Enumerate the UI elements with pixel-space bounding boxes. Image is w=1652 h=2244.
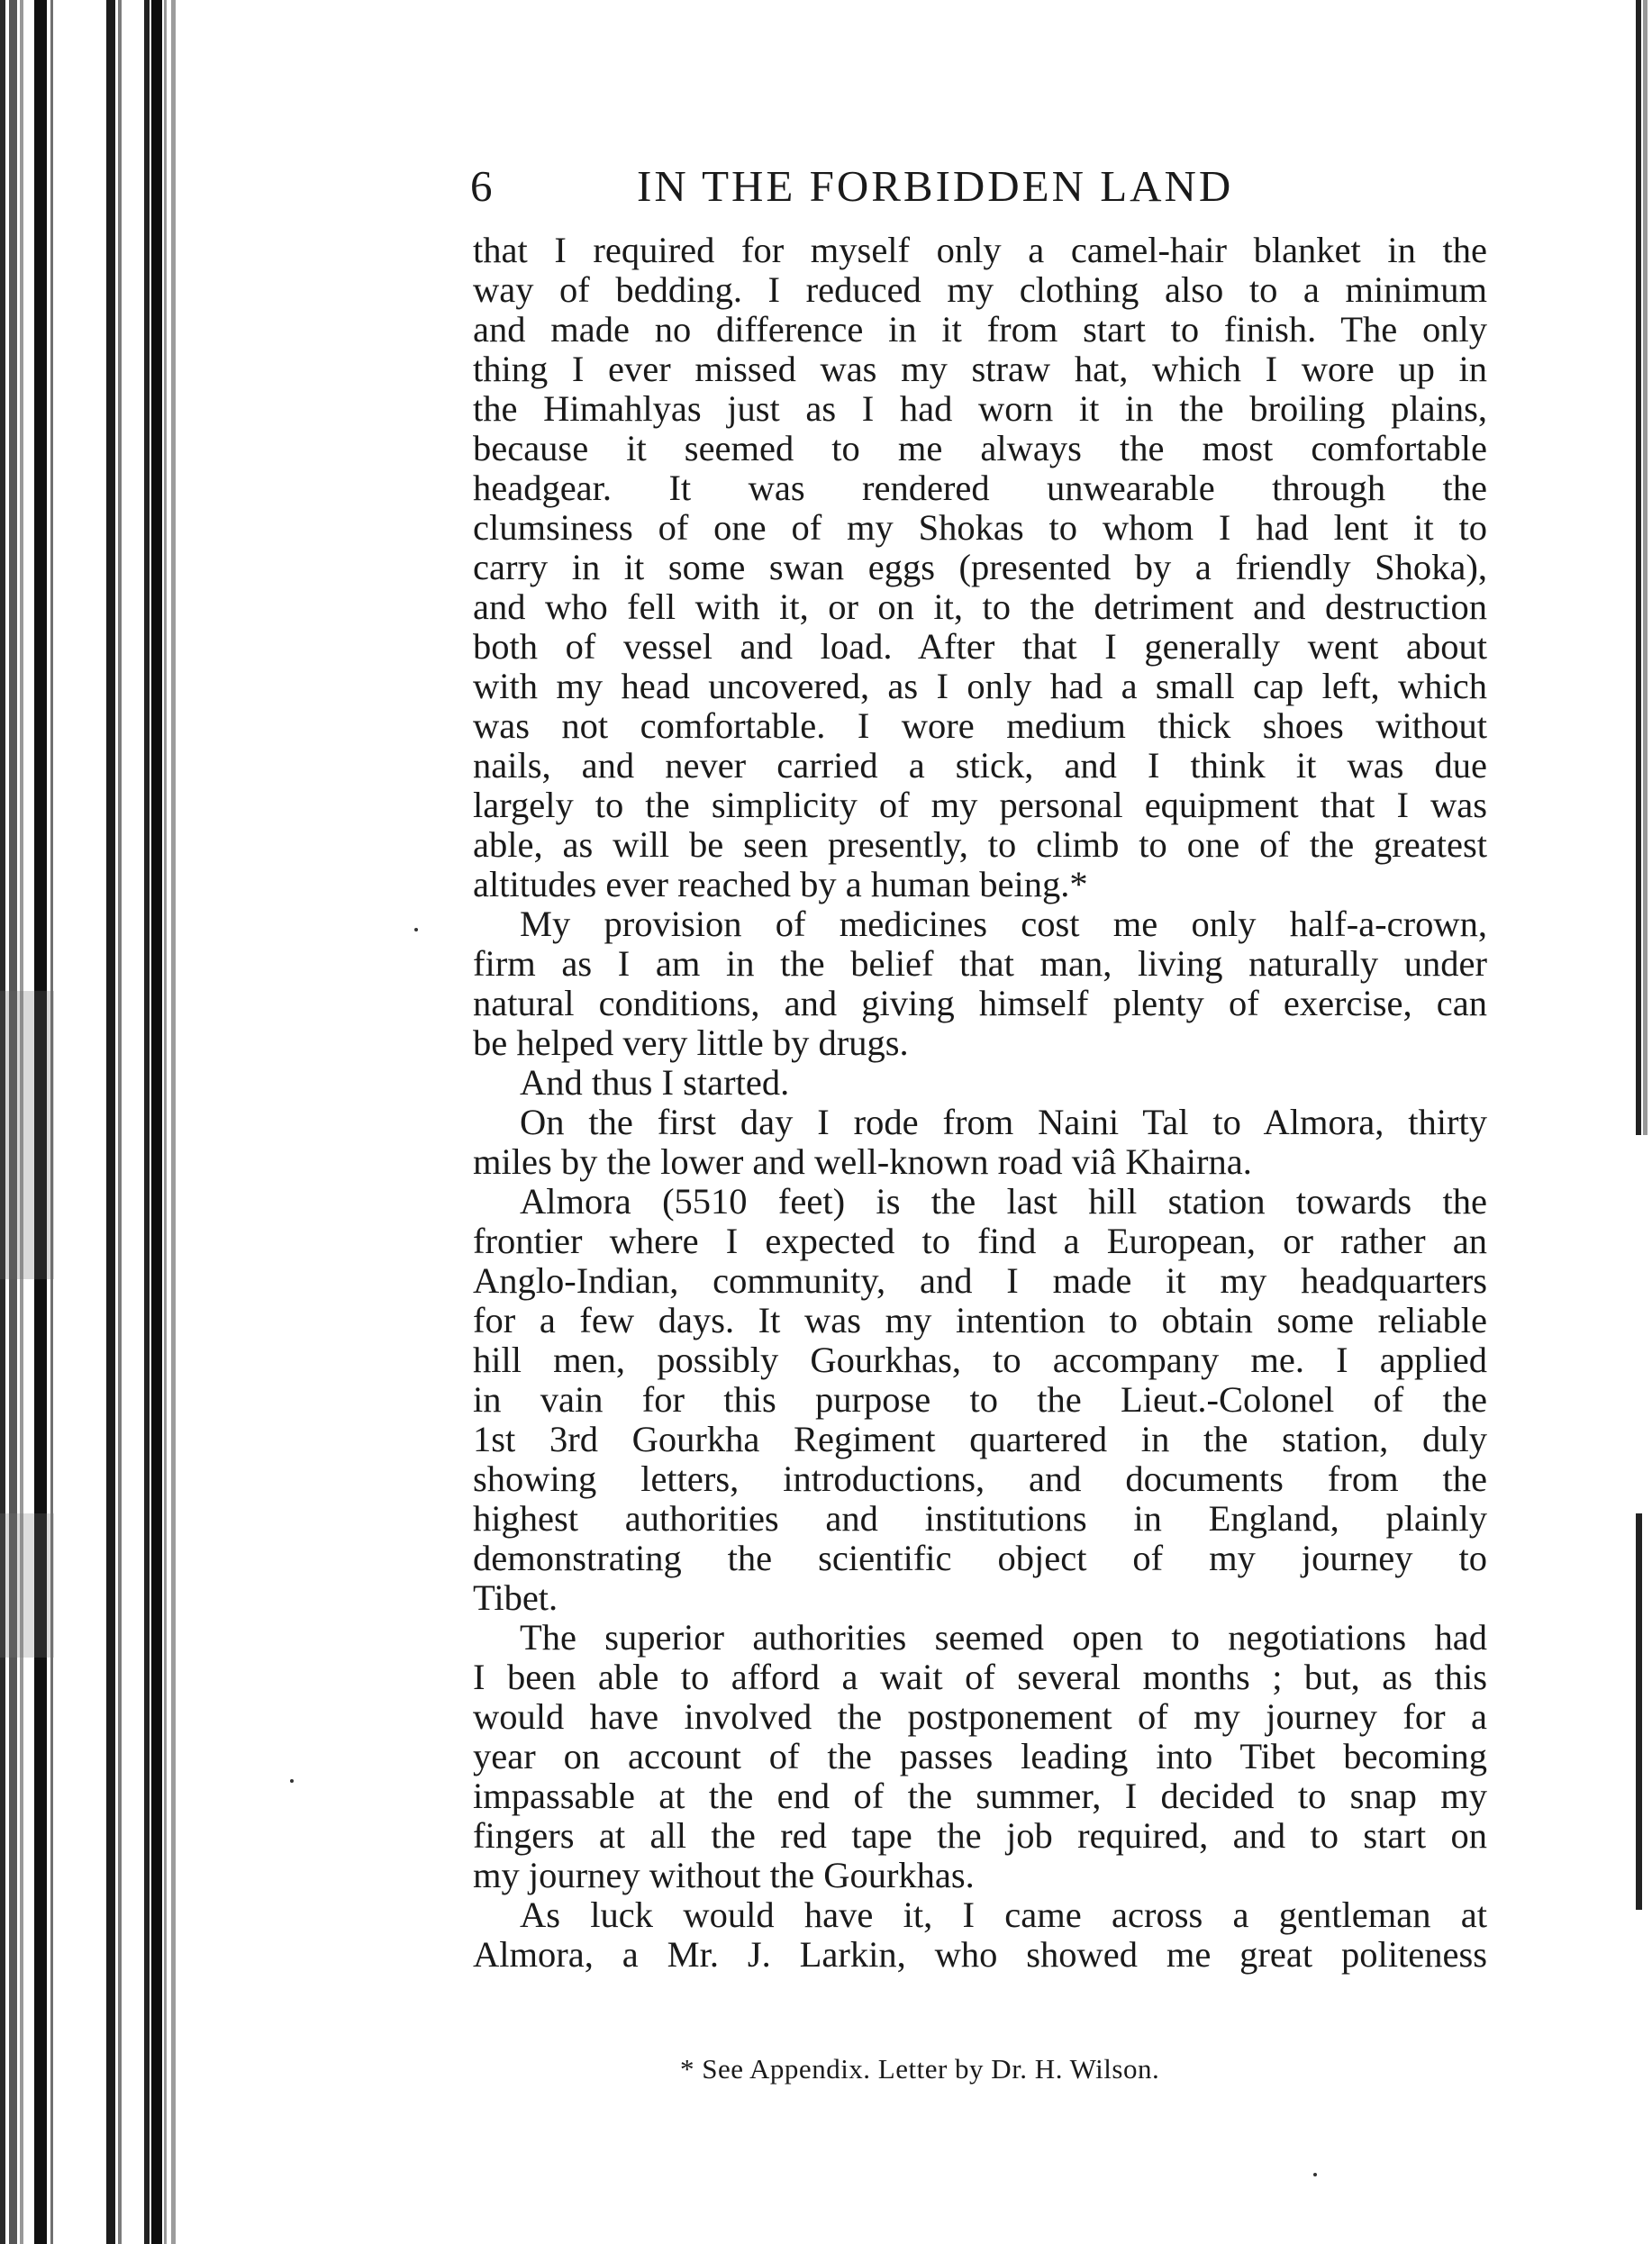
page-header [470,160,1371,223]
text-line: thing I ever missed was my straw hat, which I wore up in [473,349,1487,389]
paragraph-first-line: As luck would have it, I came across a gentleman at [520,1894,1487,1935]
text-line: largely to the simplicity of my personal equipment that I was [473,785,1487,825]
footnote: * See Appendix. Letter by Dr. H. Wilson. [680,2053,1160,2085]
text-line: demonstrating the scientific object of my journey to [473,1538,1487,1578]
text-line: Anglo-Indian, community, and I made it my headquarters [473,1260,1487,1301]
text-line: for a few days. It was my intention to obtain some reliable [473,1300,1487,1340]
text-line: carry in it some swan eggs (presented by a friendly Shoka), [473,547,1487,587]
text-line: able, as will be seen presently, to climb to one of the greatest [473,824,1487,865]
paragraph-first-line: My provision of medicines cost me only half-a-crown, [520,904,1487,944]
paragraph-first-line: On the first day I rode from Naini Tal to Almora, thirty [520,1102,1487,1142]
text-line: headgear. It was rendered unwearable through the [473,468,1487,508]
text-line: firm as I am in the belief that man, living naturally under [473,943,1487,984]
text-line: because it seemed to me always the most comfortable [473,428,1487,468]
text-line: highest authorities and institutions in England, plainly [473,1498,1487,1539]
text-line: fingers at all the red tape the job required, and to start on [473,1815,1487,1856]
paragraph-first-line: And thus I started. [520,1062,790,1103]
text-line: in vain for this purpose to the Lieut.-Colonel of the [473,1379,1487,1420]
body-text [473,231,1487,1975]
text-line: that I required for myself only a camel-hair blanket in the [473,230,1487,270]
running-title: IN THE FORBIDDEN LAND [637,161,1234,211]
text-line: I been able to afford a wait of several months ; but, as this [473,1657,1487,1697]
text-line: nails, and never carried a stick, and I think it was due [473,745,1487,786]
text-line: impassable at the end of the summer, I decided to snap my [473,1776,1487,1816]
text-line: 1st 3rd Gourkha Regiment quartered in the station, duly [473,1419,1487,1459]
text-line: and made no difference in it from start to finish. The only [473,309,1487,350]
text-line: Almora, a Mr. J. Larkin, who showed me great politeness [473,1934,1487,1975]
paragraph-first-line: The superior authorities seemed open to negotiations had [520,1617,1487,1658]
paragraph-first-line: Almora (5510 feet) is the last hill station towards the [520,1181,1487,1222]
text-line: showing letters, introductions, and documents from the [473,1458,1487,1499]
text-line: hill men, possibly Gourkhas, to accompany me. I applied [473,1340,1487,1380]
text-line: year on account of the passes leading into Tibet becoming [473,1736,1487,1776]
text-line: would have involved the postponement of my journey for a [473,1696,1487,1737]
scan-speck [1313,2173,1317,2176]
text-line: and who fell with it, or on it, to the detriment and destruction [473,586,1487,627]
text-line: with my head uncovered, as I only had a small cap left, which [473,666,1487,706]
text-line: clumsiness of one of my Shokas to whom I had lent it to [473,507,1487,548]
text-line: was not comfortable. I wore medium thick shoes without [473,705,1487,746]
scan-speck [290,1779,294,1783]
text-line: frontier where I expected to find a European, or rather an [473,1221,1487,1261]
text-line: miles by the lower and well-known road viâ Khairna. [473,1141,1252,1182]
text-line: my journey without the Gourkhas. [473,1855,975,1895]
text-line: way of bedding. I reduced my clothing also to a minimum [473,269,1487,310]
scan-speck [414,928,418,931]
page-number: 6 [470,161,495,211]
text-line: the Himahlyas just as I had worn it in the broiling plains, [473,388,1487,429]
text-line: both of vessel and load. After that I generally went about [473,626,1487,667]
text-line: Tibet. [473,1577,558,1618]
binding-edge-scan [0,0,207,2244]
text-line: natural conditions, and giving himself plenty of exercise, can [473,983,1487,1023]
page-edge-scan [1630,0,1652,2244]
text-line: be helped very little by drugs. [473,1022,909,1063]
text-line: altitudes ever reached by a human being.* [473,864,1088,904]
